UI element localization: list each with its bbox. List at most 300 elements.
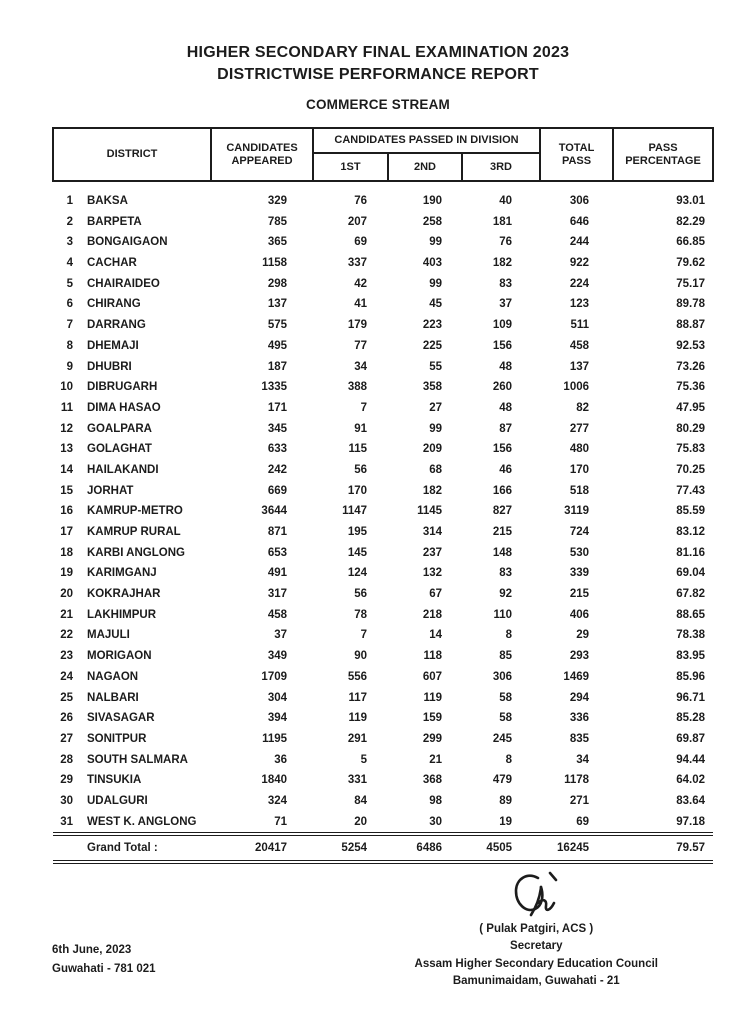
cell-total-pass: 82 [576, 401, 590, 414]
table-row [53, 397, 713, 418]
cell-1st-division: 7 [360, 629, 368, 642]
table-row [53, 480, 713, 501]
cell-appeared: 495 [267, 339, 288, 352]
signatory-name: ( Pulak Patgiri, ACS ) [479, 922, 594, 935]
cell-3rd-division: 148 [492, 546, 513, 559]
grand-total-label: Grand Total : [83, 834, 211, 862]
cell-1st-division: 145 [347, 546, 368, 559]
cell-2nd-division: 358 [422, 381, 443, 394]
cell-3rd-division: 479 [492, 774, 513, 787]
column-header-1st-division: 1ST [313, 153, 388, 181]
cell-appeared: 324 [267, 794, 288, 807]
cell-2nd-division: 45 [429, 298, 443, 311]
cell-2nd-division: 98 [429, 794, 443, 807]
signatory-block [415, 870, 658, 991]
cell-total-pass: 306 [569, 195, 590, 207]
cell-1st-division: 179 [347, 319, 368, 332]
cell-3rd-division: 110 [493, 608, 513, 621]
cell-2nd-division: 368 [422, 774, 443, 787]
cell-district: JORHAT [87, 484, 134, 497]
cell-appeared: 394 [267, 712, 288, 725]
cell-district: WEST K. ANGLONG [87, 815, 197, 828]
table-row [53, 811, 713, 834]
cell-total-pass: 530 [569, 546, 590, 559]
cell-appeared: 785 [267, 215, 288, 228]
cell-1st-division: 41 [354, 298, 368, 311]
cell-appeared: 575 [267, 319, 288, 332]
cell-1st-division: 124 [347, 567, 368, 580]
cell-3rd-division: 85 [499, 650, 513, 663]
cell-1st-division: 119 [348, 712, 368, 725]
cell-district: KAMRUP-METRO [87, 505, 183, 518]
cell-pass-percentage: 73.26 [676, 360, 706, 373]
table-row [53, 273, 713, 294]
cell-pass-percentage: 66.85 [676, 236, 706, 249]
cell-total-pass: 224 [569, 277, 590, 290]
cell-1st-division: 77 [354, 339, 368, 352]
cell-sl: 23 [60, 650, 73, 663]
report-footer [52, 870, 704, 991]
cell-1st-division: 337 [347, 257, 368, 270]
table-row [53, 315, 713, 336]
cell-sl: 2 [66, 215, 73, 228]
cell-appeared: 36 [274, 753, 288, 766]
cell-total-pass: 29 [576, 629, 590, 642]
performance-table [52, 127, 714, 864]
cell-district: KOKRAJHAR [87, 588, 161, 601]
cell-sl: 18 [60, 546, 73, 559]
cell-district: BAKSA [87, 195, 128, 207]
cell-sl: 19 [60, 567, 73, 580]
grand-total-total-pass: 16245 [540, 834, 613, 862]
cell-appeared: 137 [267, 298, 288, 311]
table-row [53, 294, 713, 315]
cell-sl: 3 [66, 236, 73, 249]
table-row [53, 708, 713, 729]
cell-sl: 10 [60, 381, 73, 394]
cell-total-pass: 1469 [563, 670, 590, 683]
cell-appeared: 653 [267, 546, 288, 559]
cell-3rd-division: 58 [499, 712, 513, 725]
cell-1st-division: 388 [347, 381, 368, 394]
cell-sl: 14 [60, 463, 73, 476]
grand-total-2nd-division: 6486 [388, 834, 462, 862]
table-row [53, 728, 713, 749]
cell-total-pass: 458 [569, 339, 590, 352]
cell-1st-division: 115 [348, 443, 368, 456]
cell-1st-division: 1147 [342, 505, 368, 518]
cell-district: DARRANG [87, 319, 146, 332]
table-row [53, 232, 713, 253]
cell-appeared: 1709 [261, 670, 288, 683]
cell-district: SONITPUR [87, 732, 147, 745]
cell-district: NALBARI [87, 691, 139, 704]
cell-pass-percentage: 47.95 [676, 401, 706, 414]
cell-sl: 15 [60, 484, 73, 497]
cell-appeared: 242 [267, 463, 288, 476]
cell-total-pass: 170 [569, 463, 590, 476]
cell-2nd-division: 403 [422, 257, 443, 270]
cell-1st-division: 117 [348, 691, 368, 704]
cell-2nd-division: 119 [423, 691, 443, 704]
cell-2nd-division: 190 [422, 195, 443, 207]
cell-sl: 24 [60, 670, 73, 683]
page-title-line1: HIGHER SECONDARY FINAL EXAMINATION 2023 [186, 44, 570, 61]
cell-1st-division: 5 [360, 753, 368, 766]
cell-pass-percentage: 85.59 [676, 505, 706, 518]
cell-district: CHAIRAIDEO [87, 277, 160, 290]
cell-district: NAGAON [87, 670, 139, 683]
cell-sl: 27 [60, 732, 73, 745]
cell-3rd-division: 40 [499, 195, 513, 207]
cell-sl: 25 [60, 691, 73, 704]
cell-district: GOALPARA [87, 422, 152, 435]
cell-district: KAMRUP RURAL [87, 526, 181, 538]
cell-1st-division: 56 [354, 463, 368, 476]
cell-3rd-division: 181 [492, 215, 513, 228]
cell-1st-division: 207 [347, 215, 368, 228]
cell-3rd-division: 76 [499, 236, 513, 249]
cell-sl: 16 [60, 505, 73, 518]
cell-2nd-division: 1145 [417, 505, 443, 518]
cell-appeared: 1335 [261, 381, 288, 394]
cell-pass-percentage: 85.96 [676, 670, 706, 683]
table-row [53, 377, 713, 398]
cell-2nd-division: 159 [422, 712, 443, 725]
cell-appeared: 329 [267, 195, 288, 207]
table-header [53, 128, 713, 181]
cell-sl: 4 [66, 257, 73, 270]
cell-1st-division: 76 [354, 195, 368, 207]
cell-2nd-division: 132 [422, 567, 443, 580]
column-header-district: DISTRICT [53, 128, 211, 181]
cell-1st-division: 20 [354, 815, 368, 828]
table-body [53, 181, 713, 834]
issue-date: 6th June, 2023 [52, 943, 132, 956]
column-header-total-pass: TOTAL PASS [540, 128, 613, 181]
cell-3rd-division: 156 [492, 339, 513, 352]
cell-pass-percentage: 75.36 [676, 381, 706, 394]
cell-1st-division: 7 [360, 401, 368, 414]
cell-2nd-division: 218 [422, 608, 443, 621]
cell-3rd-division: 109 [492, 319, 513, 332]
cell-total-pass: 1178 [564, 774, 590, 787]
cell-appeared: 187 [267, 360, 288, 373]
cell-3rd-division: 215 [492, 526, 513, 538]
cell-1st-division: 331 [347, 774, 368, 787]
table-row [53, 584, 713, 605]
table-row [53, 563, 713, 584]
cell-2nd-division: 118 [423, 650, 443, 663]
table-row [53, 335, 713, 356]
cell-2nd-division: 99 [429, 422, 443, 435]
table-row [53, 181, 713, 211]
grand-total-3rd-division: 4505 [462, 834, 540, 862]
cell-appeared: 171 [267, 401, 288, 414]
cell-sl: 21 [60, 608, 73, 621]
cell-2nd-division: 223 [422, 319, 443, 332]
cell-appeared: 365 [267, 236, 288, 249]
cell-district: SIVASAGAR [87, 712, 155, 725]
cell-pass-percentage: 88.87 [676, 319, 706, 332]
cell-sl: 5 [66, 277, 73, 290]
cell-3rd-division: 92 [499, 588, 513, 601]
cell-pass-percentage: 85.28 [676, 712, 706, 725]
cell-sl: 31 [60, 815, 73, 828]
cell-sl: 29 [60, 774, 73, 787]
cell-2nd-division: 68 [429, 463, 443, 476]
cell-sl: 8 [66, 339, 73, 352]
cell-total-pass: 123 [569, 298, 590, 311]
cell-district: HAILAKANDI [87, 463, 159, 476]
cell-1st-division: 91 [354, 422, 368, 435]
cell-total-pass: 294 [569, 691, 590, 704]
cell-pass-percentage: 69.04 [676, 567, 706, 580]
cell-total-pass: 646 [569, 215, 590, 228]
cell-2nd-division: 314 [422, 526, 443, 538]
cell-district: DHEMAJI [87, 339, 139, 352]
cell-appeared: 1195 [262, 732, 288, 745]
cell-pass-percentage: 70.25 [676, 463, 706, 476]
cell-1st-division: 90 [354, 650, 368, 663]
cell-pass-percentage: 79.62 [676, 257, 706, 270]
cell-sl: 22 [60, 629, 73, 642]
cell-3rd-division: 8 [505, 753, 513, 766]
cell-2nd-division: 55 [429, 360, 443, 373]
cell-2nd-division: 14 [429, 629, 443, 642]
cell-appeared: 1840 [261, 774, 288, 787]
cell-district: CACHAR [87, 257, 137, 270]
cell-pass-percentage: 78.38 [676, 629, 706, 642]
cell-pass-percentage: 67.82 [676, 588, 706, 601]
cell-district: KARIMGANJ [87, 567, 157, 580]
cell-pass-percentage: 75.83 [676, 443, 706, 456]
cell-pass-percentage: 80.29 [676, 422, 706, 435]
cell-district: TINSUKIA [87, 774, 142, 787]
grand-total-empty-cell [53, 834, 83, 862]
cell-sl: 1 [66, 195, 73, 207]
cell-district: KARBI ANGLONG [87, 546, 185, 559]
cell-appeared: 633 [267, 443, 288, 456]
cell-pass-percentage: 75.17 [676, 277, 706, 290]
stream-title: COMMERCE STREAM [306, 97, 450, 112]
organization-name: Assam Higher Secondary Education Council [414, 957, 658, 970]
cell-district: BONGAIGAON [87, 236, 168, 249]
page-title-line2: DISTRICTWISE PERFORMANCE REPORT [217, 66, 539, 83]
cell-sl: 26 [60, 712, 73, 725]
date-place-block [52, 941, 156, 979]
cell-2nd-division: 607 [422, 670, 443, 683]
cell-total-pass: 336 [569, 712, 590, 725]
cell-district: LAKHIMPUR [87, 608, 156, 621]
cell-3rd-division: 19 [499, 815, 513, 828]
report-header [0, 0, 756, 112]
cell-sl: 28 [60, 753, 73, 766]
cell-1st-division: 170 [347, 484, 368, 497]
cell-total-pass: 339 [569, 567, 590, 580]
cell-total-pass: 69 [576, 815, 590, 828]
cell-pass-percentage: 82.29 [676, 215, 706, 228]
cell-pass-percentage: 83.12 [676, 526, 706, 538]
table-row [53, 687, 713, 708]
cell-appeared: 1158 [262, 257, 288, 270]
cell-3rd-division: 89 [499, 794, 513, 807]
cell-sl: 30 [60, 794, 73, 807]
cell-total-pass: 215 [569, 588, 590, 601]
cell-pass-percentage: 69.87 [676, 732, 706, 745]
table-row [53, 418, 713, 439]
cell-district: CHIRANG [87, 298, 141, 311]
cell-2nd-division: 225 [422, 339, 443, 352]
cell-pass-percentage: 96.71 [676, 691, 706, 704]
cell-pass-percentage: 89.78 [676, 298, 706, 311]
cell-3rd-division: 827 [492, 505, 513, 518]
cell-total-pass: 271 [569, 794, 590, 807]
cell-district: DHUBRI [87, 360, 132, 373]
table-footer [53, 834, 713, 862]
table-row [53, 666, 713, 687]
cell-3rd-division: 156 [492, 443, 513, 456]
grand-total-appeared: 20417 [211, 834, 313, 862]
cell-sl: 9 [66, 360, 73, 373]
table-row [53, 356, 713, 377]
cell-3rd-division: 48 [499, 401, 513, 414]
table-row [53, 439, 713, 460]
cell-2nd-division: 299 [422, 732, 443, 745]
cell-sl: 17 [60, 526, 73, 538]
cell-pass-percentage: 64.02 [676, 774, 706, 787]
column-header-passed-in-division: CANDIDATES PASSED IN DIVISION [313, 128, 540, 153]
cell-sl: 12 [60, 422, 73, 435]
table-row [53, 791, 713, 812]
cell-3rd-division: 48 [499, 360, 513, 373]
column-header-2nd-division: 2ND [388, 153, 462, 181]
cell-3rd-division: 46 [499, 463, 513, 476]
cell-total-pass: 724 [569, 526, 590, 538]
cell-pass-percentage: 93.01 [676, 195, 706, 207]
cell-2nd-division: 21 [429, 753, 443, 766]
table-row [53, 522, 713, 543]
cell-pass-percentage: 97.18 [676, 815, 706, 828]
cell-appeared: 669 [267, 484, 288, 497]
cell-3rd-division: 37 [499, 298, 513, 311]
cell-2nd-division: 258 [422, 215, 443, 228]
table-row [53, 253, 713, 274]
cell-1st-division: 34 [354, 360, 368, 373]
cell-pass-percentage: 92.53 [676, 339, 706, 352]
cell-total-pass: 922 [569, 257, 590, 270]
cell-district: MORIGAON [87, 650, 152, 663]
cell-total-pass: 835 [569, 732, 590, 745]
cell-sl: 6 [66, 298, 73, 311]
cell-pass-percentage: 81.16 [676, 546, 706, 559]
cell-total-pass: 34 [576, 753, 590, 766]
cell-appeared: 345 [267, 422, 288, 435]
cell-sl: 13 [60, 443, 73, 456]
cell-3rd-division: 58 [499, 691, 513, 704]
cell-1st-division: 195 [347, 526, 368, 538]
cell-2nd-division: 27 [429, 401, 443, 414]
cell-2nd-division: 182 [422, 484, 443, 497]
cell-appeared: 37 [274, 629, 288, 642]
cell-1st-division: 291 [347, 732, 368, 745]
cell-total-pass: 1006 [563, 381, 590, 394]
cell-total-pass: 137 [569, 360, 590, 373]
cell-2nd-division: 209 [422, 443, 443, 456]
cell-district: UDALGURI [87, 794, 148, 807]
cell-appeared: 317 [267, 588, 288, 601]
cell-3rd-division: 83 [499, 277, 513, 290]
cell-appeared: 3644 [261, 505, 288, 518]
cell-pass-percentage: 77.43 [676, 484, 706, 497]
cell-1st-division: 556 [347, 670, 368, 683]
cell-appeared: 871 [267, 526, 288, 538]
cell-1st-division: 56 [354, 588, 368, 601]
cell-2nd-division: 67 [429, 588, 443, 601]
cell-pass-percentage: 94.44 [676, 753, 706, 766]
cell-district: DIBRUGARH [87, 381, 158, 394]
cell-district: BARPETA [87, 215, 142, 228]
cell-3rd-division: 83 [499, 567, 513, 580]
cell-district: DIMA HASAO [87, 401, 161, 414]
cell-appeared: 71 [274, 815, 288, 828]
cell-total-pass: 244 [569, 236, 590, 249]
cell-3rd-division: 8 [505, 629, 513, 642]
cell-total-pass: 518 [569, 484, 590, 497]
column-header-pass-percentage: PASS PERCENTAGE [613, 128, 713, 181]
cell-3rd-division: 166 [492, 484, 513, 497]
table-row [53, 646, 713, 667]
cell-appeared: 304 [267, 691, 288, 704]
cell-1st-division: 78 [354, 608, 368, 621]
cell-district: MAJULI [87, 629, 130, 642]
cell-2nd-division: 99 [429, 236, 443, 249]
cell-appeared: 458 [267, 608, 288, 621]
table-row [53, 542, 713, 563]
cell-total-pass: 480 [569, 443, 590, 456]
table-row [53, 625, 713, 646]
cell-3rd-division: 182 [492, 257, 513, 270]
handwritten-signature-icon [507, 870, 565, 920]
table-row [53, 770, 713, 791]
table-row [53, 749, 713, 770]
cell-pass-percentage: 83.64 [676, 794, 706, 807]
cell-2nd-division: 99 [429, 277, 443, 290]
column-header-3rd-division: 3RD [462, 153, 540, 181]
table-row [53, 604, 713, 625]
cell-appeared: 349 [267, 650, 288, 663]
table-row [53, 211, 713, 232]
cell-district: SOUTH SALMARA [87, 753, 188, 766]
cell-1st-division: 69 [354, 236, 368, 249]
grand-total-row [53, 834, 713, 862]
cell-3rd-division: 245 [492, 732, 513, 745]
issue-place: Guwahati - 781 021 [52, 962, 156, 975]
column-header-candidates-appeared: CANDIDATES APPEARED [211, 128, 313, 181]
cell-total-pass: 293 [569, 650, 590, 663]
cell-pass-percentage: 88.65 [676, 608, 706, 621]
cell-3rd-division: 260 [492, 381, 513, 394]
cell-2nd-division: 30 [429, 815, 443, 828]
cell-2nd-division: 237 [422, 546, 443, 559]
cell-3rd-division: 87 [499, 422, 513, 435]
cell-total-pass: 277 [569, 422, 590, 435]
organization-address: Bamunimaidam, Guwahati - 21 [452, 975, 620, 988]
cell-3rd-division: 306 [492, 670, 513, 683]
cell-appeared: 491 [267, 567, 288, 580]
cell-total-pass: 3119 [564, 505, 590, 518]
cell-sl: 7 [66, 319, 73, 332]
